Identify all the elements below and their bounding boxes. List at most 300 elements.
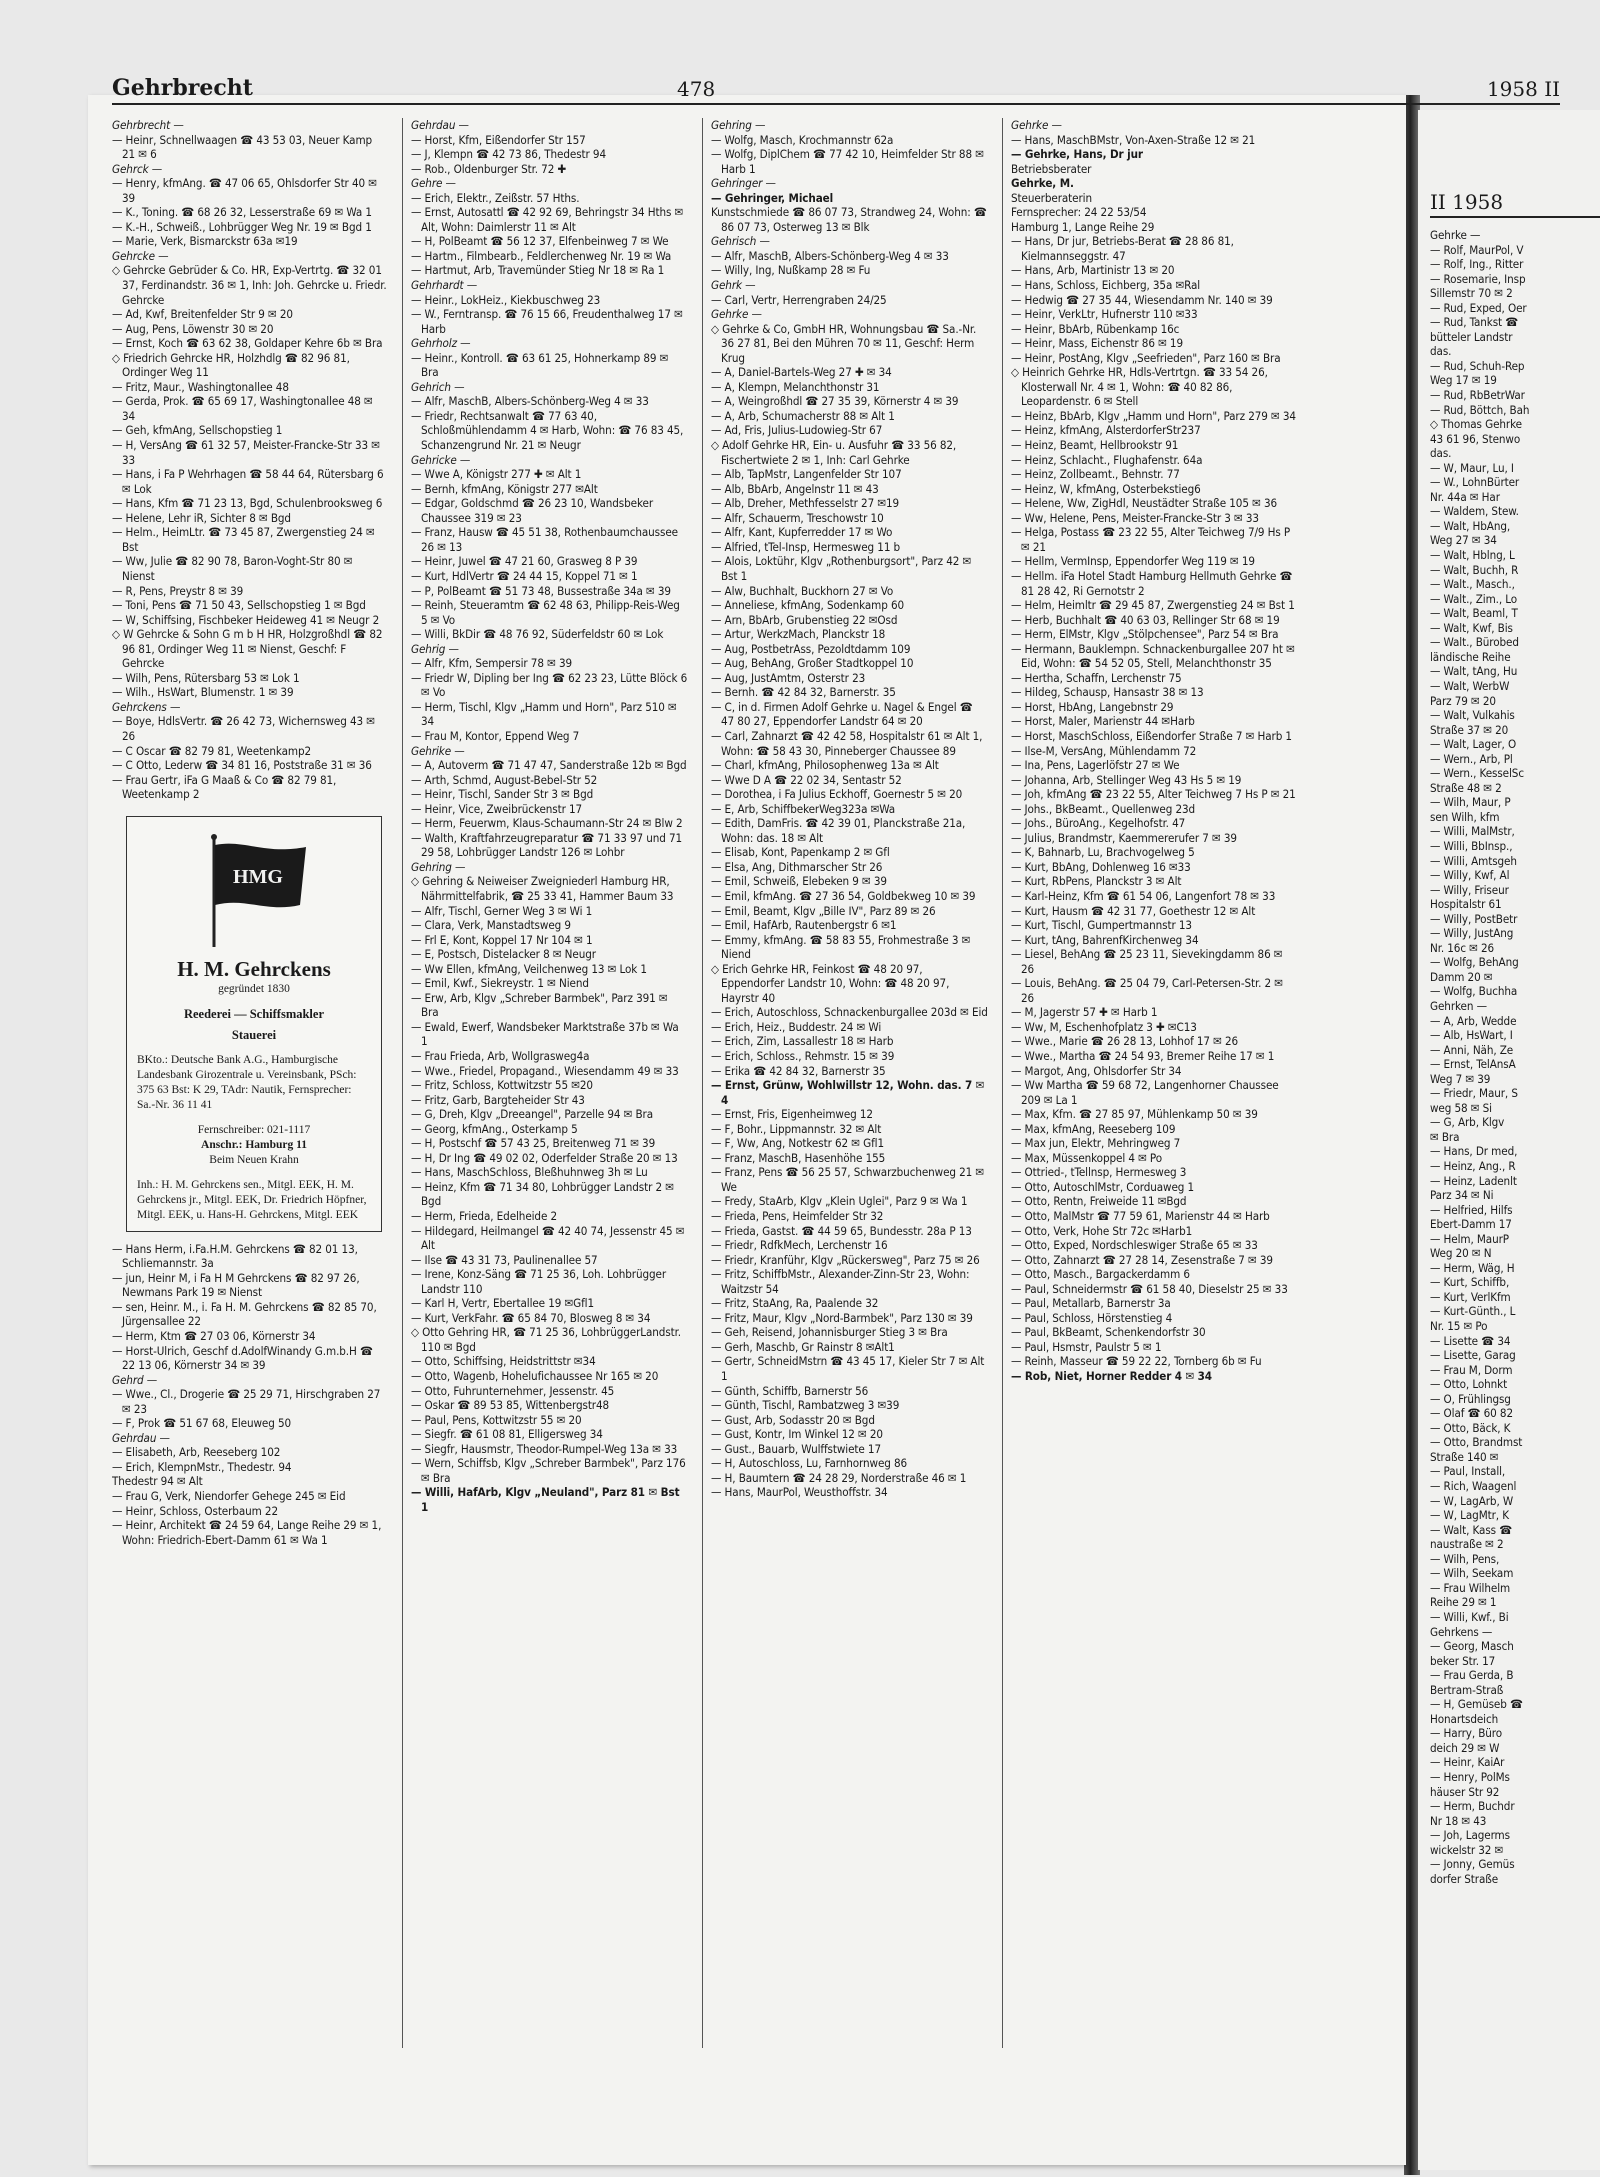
directory-entry: — H, VersAng ☎ 61 32 57, Meister-Francke-Str 33 ✉ 33 [112,438,380,467]
right-page-entry: — O, Frühlingsg [1430,1391,1511,1406]
right-page-entry: — Wern., Arb, Pl [1430,751,1513,766]
right-page-entry: — Walt, WerbW [1430,678,1510,693]
directory-entry: — J, Klempn ☎ 42 73 86, Thedestr 94 [411,147,606,162]
right-page-entry: Ebert-Damm 17 [1430,1217,1512,1232]
directory-entry: — Franz, MaschB, Hasenhöhe 155 [711,1150,886,1165]
right-page-entry: — Joh, Lagerms [1430,1828,1510,1843]
directory-entry: — Elsa, Ang, Dithmarscher Str 26 [711,859,883,874]
directory-entry: — Hermann, Bauklempn. Schnackenburgallee 207 ht ✉ Eid, Wohn: ☎ 54 52 05, Stell, Melanchthonstr 35 [1011,641,1295,671]
right-page-entry: Damm 20 ✉ [1430,969,1493,984]
directory-entry: — Hans, Kfm ☎ 71 23 13, Bgd, Schulenbrooksweg 6 [112,496,383,511]
directory-entry: — Paul, Metallarb, Barnerstr 3a [1011,1296,1171,1311]
directory-entry: — Carl, Zahnarzt ☎ 42 42 58, Hospitalstr 61 ✉ Alt 1, Wohn: ☎ 58 43 30, Pinneberger Chaussee 89 [711,728,983,758]
advert-address-1: Anschr.: Hamburg 11 [201,1138,307,1151]
right-page-entry: dorfer Straße [1430,1871,1499,1886]
directory-entry: — Hans Herm, i.Fa.H.M. Gehrckens ☎ 82 01 13, Schliemannstr. 3a [112,1241,358,1271]
right-page-entry: — Willi, MalMstr, [1430,824,1515,839]
column-4 [1002,118,1302,2048]
right-page-entry: — Hans, Dr med, [1430,1144,1518,1159]
directory-entry: — Hildegard, Heilmangel ☎ 42 40 74, Jessenstr 45 ✉Alt [411,1223,685,1253]
directory-entry: — Kurt, VerkFahr. ☎ 65 84 70, Blosweg 8 ✉ 34 [411,1310,651,1325]
right-page-entry: Hospitalstr 61 [1430,897,1502,912]
directory-entry: — Frieda, Gastst. ☎ 44 59 65, Bundesstr. 28a P 13 [711,1223,972,1238]
directory-entry: — Erich, Schloss., Rehmstr. 15 ✉ 39 [711,1049,895,1063]
directory-entry: — Ww, M, Eschenhofplatz 3 ✚ ✉C13 [1011,1019,1197,1034]
directory-entry: — Geh, kfmAng, Sellschopstieg 1 [112,423,283,438]
right-page-entry: — A, Arb, Wedde [1430,1013,1517,1028]
directory-entry: — Joh, kfmAng ☎ 23 22 55, Alter Teichweg 7 Hs P ✉ 21 [1011,787,1296,802]
directory-entry: — Hans, i Fa P Wehrhagen ☎ 58 44 64, Rütersbarg 6 ✉ Lok [112,467,384,496]
directory-entry: — Hans, Arb, Martinistr 13 ✉ 20 [1011,263,1175,278]
right-page-entry: — Frau Gerda, B [1430,1668,1514,1683]
directory-entry: — Siegfr. ☎ 61 08 81, Elligersweg 34 [411,1427,603,1442]
directory-entry: — Friedr, RdfkMech, Lerchenstr 16 [711,1238,888,1253]
directory-entry: — Max, Kfm. ☎ 27 85 97, Mühlenkamp 50 ✉ 39 [1011,1107,1258,1122]
directory-entry: — Ww Ellen, kfmAng, Veilchenweg 13 ✉ Lok 1 [411,961,647,976]
directory-entry: — Otto, Masch., Bargackerdamm 6 [1011,1267,1190,1282]
directory-entry: — Kurt, BbAng, Dohlenweg 16 ✉33 [1011,859,1191,874]
directory-entry: — Gerda, Prok. ☎ 65 69 17, Washingtonallee 48 ✉ 34 [112,394,373,423]
directory-entry: — Ernst, Autosattl ☎ 42 92 69, Behringstr 34 Hths ✉ Alt, Wohn: Daimlerstr 11 ✉ Alt [411,205,684,234]
directory-entry: Kunstschmiede ☎ 86 07 73, Strandweg 24, Wohn: ☎ 86 07 73, Osterweg 13 ✉ Blk [711,205,987,234]
directory-entry: — Fritz, SchiffbMstr., Alexander-Zinn-Str 23, Wohn: Waitzstr 54 [711,1267,970,1296]
advert-owners: Inh.: H. M. Gehrckens sen., Mitgl. EEK, H. M. Gehrckens jr., Mitgl. EEK, Dr. Friedrich Höpfner, Mitgl. EEK, u. Hans-H. Gehrckens, Mitgl. EEK [137,1178,367,1221]
directory-entry: — Wwe., Friedel, Propagand., Wiesendamm 49 ✉ 33 [411,1063,679,1078]
directory-entry: — P, PolBeamt ☎ 51 73 48, Bussestraße 34a ✉ 39 [411,583,671,598]
directory-entry: — Otto, Rentn, Freiweide 11 ✉Bgd [1011,1194,1187,1209]
right-page-entry: — H, Gemüseb ☎ [1430,1697,1523,1712]
directory-entry: — Frau Gertr, iFa G Maaß & Co ☎ 82 79 81, Weetenkamp 2 [112,772,337,802]
directory-entry: — Hertha, Schaffn, Lerchenstr 75 [1011,670,1182,685]
right-page-entry: — Kurt, VerlKfm [1430,1289,1511,1304]
directory-entry: — Wwe D A ☎ 22 02 34, Sentastr 52 [711,772,902,787]
directory-entry: — Frau G, Verk, Niendorfer Gehege 245 ✉ Eid [112,1489,346,1503]
flag-text: HMG [233,865,283,888]
right-page-entry: — Walt., Bürobed [1430,635,1519,650]
directory-entry: — Wwe A, Königstr 277 ✚ ✉ Alt 1 [411,467,582,482]
directory-entry: — Alb, TapMstr, Langenfelder Str 107 [711,467,902,482]
directory-entry: — Wern, Schiffsb, Klgv „Schreber Barmbek", Parz 176 ✉ Bra [411,1456,686,1485]
directory-entry: — Horst, Kfm, Eißendorfer Str 157 [411,132,586,147]
directory-entry: — Dorothea, i Fa Julius Eckhoff, Goernestr 5 ✉ 20 [711,787,963,802]
directory-entry: — Ilse ☎ 43 31 73, Paulinenallee 57 [411,1252,598,1267]
directory-entry: — Heinz, kfmAng, AlsterdorferStr237 [1011,423,1201,438]
directory-entry: — Kurt, Hausm ☎ 42 31 77, Goethestr 12 ✉ Alt [1011,903,1256,918]
directory-entry: — Elisabeth, Arb, Reeseberg 102 [112,1445,281,1460]
directory-entry: — Boye, HdlsVertr. ☎ 26 42 73, Wichernsweg 43 ✉ 26 [112,714,375,743]
right-page-entry: — Heinz, Ang., R [1430,1159,1516,1173]
directory-entry: — Erich, Zim, Lassallestr 18 ✉ Harb [711,1034,894,1049]
directory-entry: — C Otto, Lederw ☎ 34 81 16, Poststraße 31 ✉ 36 [112,758,372,773]
right-page-entry: — Walt, Buchh, R [1430,562,1519,577]
directory-entry: — H, PolBeamt ☎ 56 12 37, Elfenbeinweg 7 ✉ We [411,234,669,249]
directory-entry: — Marie, Verk, Bismarckstr 63a ✉19 [112,234,298,249]
directory-entry: — Alfr, Schauerm, Treschowstr 10 [711,510,884,525]
directory-entry: — Max jun, Elektr, Mehringweg 7 [1011,1136,1181,1151]
advert-business-2: Stauerei [231,1027,277,1042]
directory-entry: — Helene, Lehr iR, Sichter 8 ✉ Bgd [112,510,291,525]
right-page-entry: — Walt, Kass ☎ [1430,1522,1513,1537]
directory-entry: — Irene, Konz-Säng ☎ 71 25 36, Loh. Lohbrügger Landstr 110 [411,1267,667,1296]
directory-entry: — Franz, Hausw ☎ 45 51 38, Rothenbaumchaussee 26 ✉ 13 [411,525,678,554]
directory-entry: — Alfr, Kfm, Sempersir 78 ✉ 39 [411,656,573,671]
right-page-entry: — Paul, Install, [1430,1464,1506,1479]
directory-entry: — Charl, kfmAng, Philosophenweg 13a ✉ Alt [711,758,939,773]
right-page-entry: — Willi, BbInsp., [1430,838,1513,853]
directory-entry: — E, Postsch, Distelacker 8 ✉ Neugr [411,947,596,962]
right-page-entry: — Lisette ☎ 34 [1430,1333,1511,1348]
right-page-entry: Gehrken — [1430,998,1487,1013]
directory-entry: — Clara, Verk, Manstadtsweg 9 [411,918,571,933]
directory-entry: — Hildeg, Schausp, Hansastr 38 ✉ 13 [1011,685,1204,700]
right-page-entry: beker Str. 17 [1430,1653,1496,1668]
right-page-entry: Nr 18 ✉ 43 [1430,1813,1487,1828]
directory-entry: — Paul, Schloss, Hörstenstieg 4 [1011,1310,1173,1325]
right-page-entry: — Olaf ☎ 60 82 [1430,1406,1513,1421]
section-heading: Gehrd — [112,1372,158,1387]
page-year: 1958 II [1486,77,1560,101]
directory-entry: — Elisab, Kont, Papenkamp 2 ✉ Gfl [711,845,890,860]
directory-entry: — K., Toning. ☎ 68 26 32, Lesserstraße 69 ✉ Wa 1 [112,205,372,220]
directory-entry: ◇ Erich Gehrke HR, Feinkost ☎ 48 20 97, Eppendorfer Landstr 10, Wohn: ☎ 48 20 97, Hayrstr 40 [711,961,950,1005]
section-heading: Gehrike — [411,743,465,758]
directory-entry: — Hans, MaschSchloss, Bleßhuhnweg 3h ✉ Lu [411,1165,648,1180]
right-page-entry: Straße 140 ✉ [1430,1449,1499,1464]
directory-entry: — Karl H, Vertr, Ebertallee 19 ✉Gfl1 [411,1296,595,1311]
section-heading: Gehrke — [1011,118,1062,132]
directory-entry: — Wilh., HsWart, Blumenstr. 1 ✉ 39 [112,685,294,700]
right-page-entry: Gehrkens — [1430,1624,1493,1639]
directory-entry: — Heinr, Schnellwaagen ☎ 43 53 03, Neuer Kamp 21 ✉ 6 [112,132,373,162]
directory-entry: — Günth, Tischl, Rambatzweg 3 ✉39 [711,1398,900,1413]
directory-entry: — Heinz, W, kfmAng, Osterbekstieg6 [1011,481,1201,496]
directory-entry: Betriebsberater [1011,161,1092,176]
directory-entry: — Bernh, kfmAng, Königstr 277 ✉Alt [411,481,598,496]
right-page-entry: — Walt, Vulkahis [1430,708,1515,723]
directory-entry: ◇ Gehrcke Gebrüder & Co. HR, Exp-Vertrtg. ☎ 32 01 37, Ferdinandstr. 36 ✉ 1, Inh: Joh. Gehrcke u. Friedr. Gehrcke [112,263,387,307]
directory-entry: — Herm, Frieda, Edelheide 2 [411,1209,558,1224]
directory-entry: — Heinr., LokHeiz., Kiekbuschweg 23 [411,292,601,307]
directory-entry: — H, Autoschloss, Lu, Farnhornweg 86 [711,1456,908,1471]
directory-entry: — Heinz, Zollbeamt., Behnstr. 77 [1011,467,1180,482]
directory-entry: — Reinh, Masseur ☎ 59 22 22, Tornberg 6b ✉ Fu [1011,1354,1262,1369]
directory-entry: Thedestr 94 ✉ Alt [112,1474,203,1489]
directory-entry: Gehrke, M. [1011,176,1074,191]
shipping-flag-logo-icon [194,831,314,951]
directory-entry: ◇ W Gehrcke & Sohn G m b H HR, Holzgroßhdl ☎ 82 96 81, Ordinger Weg 11 ✉ Nienst, Geschf: F Gehrcke [112,627,383,671]
right-page-entry: — Willi, Amtsgeh [1430,853,1517,868]
directory-entry: — Louis, BehAng. ☎ 25 04 79, Carl-Petersen-Str. 2 ✉ 26 [1011,976,1283,1005]
directory-entry: — Hellm, VermInsp, Eppendorfer Weg 119 ✉ 19 [1011,554,1255,569]
directory-entry: — Gust, Kontr, Im Winkel 12 ✉ 20 [711,1427,883,1442]
directory-entry: — Fritz, Maur, Klgv „Nord-Barmbek", Parz 130 ✉ 39 [711,1310,973,1325]
directory-entry: — Max, Müssenkoppel 4 ✉ Po [1011,1150,1162,1165]
right-page-entry: ländische Reihe [1430,649,1511,664]
directory-entry: — Willi, HafArb, Klgv „Neuland", Parz 81 ✉ Bst 1 [411,1485,680,1514]
section-heading: Gehre — [411,176,456,191]
directory-entry: — Reinh, Steueramtm ☎ 62 48 63, Philipp-Reis-Weg 5 ✉ Vo [411,598,680,627]
directory-entry: — Hans, Dr jur, Betriebs-Berat ☎ 28 86 81, Kielmannseggstr. 47 [1011,234,1234,263]
right-page-entry: Weg 17 ✉ 19 [1430,373,1497,388]
directory-entry: — C Oscar ☎ 82 79 81, Weetenkamp2 [112,743,312,758]
directory-entry: — Johanna, Arb, Stellinger Weg 43 Hs 5 ✉ 19 [1011,772,1242,787]
directory-entry: — Carl, Vertr, Herrengraben 24/25 [711,292,887,307]
directory-entry: — H, Baumtern ☎ 24 28 29, Norderstraße 46 ✉ 1 [711,1470,967,1485]
right-page-entry: — Walt, tAng, Hu [1430,664,1518,679]
directory-entry: — Erich, Autoschloss, Schnackenburgallee 203d ✉ Eid [711,1005,988,1020]
right-page-entry: — Frau M, Dorm [1430,1362,1513,1377]
right-page-column [1430,228,1600,2158]
directory-entry: — Herm, Ktm ☎ 27 03 06, Körnerstr 34 [112,1328,316,1343]
right-page-entry: — Otto, Lohnkt [1430,1377,1508,1392]
section-heading: Gehrck — [112,161,163,176]
right-page-entry: — Rud, Exped, Oer [1430,300,1527,315]
right-page-entry: — W, LagArb, W [1430,1493,1514,1508]
right-page-entry: — Walt., Zim., Lo [1430,591,1518,606]
directory-entry: — Max, kfmAng, Reeseberg 109 [1011,1121,1176,1136]
directory-entry: — Toni, Pens ☎ 71 50 43, Sellschopstieg 1 ✉ Bgd [112,598,366,613]
right-page-entry: Parz 79 ✉ 20 [1430,693,1496,708]
directory-entry: — Alois, Loktühr, Klgv „Rothenburgsort", Parz 42 ✉ Bst 1 [711,554,972,583]
directory-entry: — Herb, Buchhalt ☎ 40 63 03, Rellinger Str 68 ✉ 19 [1011,612,1280,627]
directory-entry: ◇ Adolf Gehrke HR, Ein- u. Ausfuhr ☎ 33 56 82, Fischertwiete 2 ✉ 1, Inh: Carl Gehrke [711,438,957,467]
right-page-entry: — Georg, Masch [1430,1639,1514,1654]
directory-entry: — Friedr W, Dipling ber Ing ☎ 62 23 23, Lütte Blöck 6 ✉ Vo [411,670,688,700]
directory-entry: — H, Postschf ☎ 57 43 25, Breitenweg 71 ✉ 39 [411,1136,656,1151]
directory-entry: — Heinz, Kfm ☎ 71 34 80, Lohbrügger Landstr 2 ✉ Bgd [411,1179,674,1209]
directory-entry: — Erich, KlempnMstr., Thedestr. 94 [112,1459,292,1474]
section-heading: Gehring — [711,118,766,132]
directory-entry: — Horst, HbAng, Langebnstr 29 [1011,699,1174,714]
directory-entry: — F, Bohr., Lippmannstr. 32 ✉ Alt [711,1121,882,1136]
directory-entry: — C, in d. Firmen Adolf Gehrke u. Nagel & Engel ☎ 47 80 27, Eppendorfer Landstr 64 ✉ 20 [711,699,973,729]
directory-entry: — Otto, Zahnarzt ☎ 27 28 14, Zesenstraße 7 ✉ 39 [1011,1252,1273,1267]
right-page-entry: — Rud, Böttch, Bah [1430,402,1530,417]
directory-entry: — Ad, Fris, Julius-Ludowieg-Str 67 [711,423,883,438]
directory-entry: — Heinz, Beamt, Hellbrookstr 91 [1011,438,1179,453]
directory-entry: — Horst, Maler, Marienstr 44 ✉Harb [1011,714,1195,729]
directory-entry: — Paul, Pens, Kottwitzstr 55 ✉ 20 [411,1412,582,1427]
right-page-entry: — Wolfg, BehAng [1430,955,1519,970]
directory-entry: — A, Daniel-Bartels-Weg 27 ✚ ✉ 34 [711,365,892,380]
directory-entry: — F, Ww, Ang, Notkestr 62 ✉ Gfl1 [711,1136,884,1151]
directory-entry: — Heinr, PostAng, Klgv „Seefrieden", Parz 160 ✉ Bra [1011,350,1281,365]
directory-entry: — Helene, Ww, ZigHdl, Neustädter Straße 105 ✉ 36 [1011,496,1278,511]
directory-entry: — Franz, Pens ☎ 56 25 57, Schwarzbuchenweg 21 ✉ We [711,1165,985,1194]
directory-entry: — Aug, PostbetrAss, Pezoldtdamm 109 [711,641,911,656]
right-page-entry: — Wolfg, Buchha [1430,984,1518,999]
directory-entry: — Kurt, RbPens, Planckstr 3 ✉ Alt [1011,874,1182,889]
directory-entry: — Otto, Wagenb, Hohelufichaussee Nr 165 ✉ 20 [411,1369,659,1384]
directory-entry: — Gerh, Maschb, Gr Rainstr 8 ✉Alt1 [711,1339,895,1354]
right-page-entry: ✉ Bra [1430,1129,1460,1144]
right-page-entry: — Walt, Beaml, T [1430,606,1518,621]
directory-entry: — Margot, Ang, Ohlsdorfer Str 34 [1011,1063,1182,1078]
directory-entry: — W, Schiffsing, Fischbeker Heideweg 41 ✉ Neugr 2 [112,612,380,627]
directory-entry: Fernsprecher: 24 22 53/54 [1011,205,1147,220]
right-page-entry: weg 58 ✉ Si [1430,1100,1492,1115]
right-page-entry: — G, Arb, Klgv [1430,1115,1505,1130]
directory-entry: — Alb, BbArb, Angelnstr 11 ✉ 43 [711,481,879,496]
right-page-entry: — Wilh, Maur, P [1430,795,1511,810]
section-heading: Gehrig — [411,641,459,656]
directory-entry: — Alfr, MaschB, Albers-Schönberg-Weg 4 ✉ 33 [711,248,949,263]
directory-entry: — Heinr, Tischl, Sander Str 3 ✉ Bgd [411,787,594,802]
page-header [112,75,1560,105]
section-heading: Gehrckens — [112,699,181,714]
right-page-entry: — Walt., Masch., [1430,577,1515,592]
directory-entry: — R, Pens, Preystr 8 ✉ 39 [112,583,244,598]
directory-entry: ◇ Otto Gehring HR, ☎ 71 25 36, LohbrüggerLandstr. 110 ✉ Bgd [411,1325,681,1354]
directory-entry: — Emil, Kwf., Siekreystr. 1 ✉ Niend [411,976,589,991]
right-page-entry: 43 61 96, Stenwo [1430,431,1521,446]
directory-entry: — Heinz, BbArb, Klgv „Hamm und Horn", Parz 279 ✉ 34 [1011,408,1296,423]
directory-entry: — Edith, DamFris. ☎ 42 39 01, Planckstraße 21a, Wohn: das. 18 ✉ Alt [711,816,966,845]
right-page-entry: Sillemstr 70 ✉ 2 [1430,286,1513,301]
directory-entry: — Kurt, tAng, BahrenfKirchenweg 34 [1011,932,1199,947]
right-page-entry: — Harry, Büro [1430,1726,1503,1741]
page-number: 478 [677,77,716,101]
directory-entry: — Alfr, Kant, Kupferredder 17 ✉ Wo [711,525,893,540]
directory-entry: — Siegfr, Hausmstr, Theodor-Rumpel-Weg 13a ✉ 33 [411,1441,678,1456]
advert-business: Reederei — Schiffsmakler [183,1006,324,1021]
directory-entry: — Wwe., Cl., Drogerie ☎ 25 29 71, Hirschgraben 27 ✉ 23 [112,1387,381,1416]
right-page-entry: — Willy, Kwf, Al [1430,868,1510,883]
directory-entry: — Alfr, Tischl, Gerner Weg 3 ✉ Wi 1 [411,903,593,918]
directory-entry: — Anneliese, kfmAng, Sodenkamp 60 [711,598,905,613]
column-1 [112,118,394,2048]
directory-entry: ◇ Friedrich Gehrcke HR, Holzhdlg ☎ 82 96 81, Ordinger Weg 11 [112,350,350,380]
directory-entry: — jun, Heinr M, i Fa H M Gehrckens ☎ 82 97 26, Newmans Park 19 ✉ Nienst [112,1270,360,1300]
right-page-entry: häuser Str 92 [1430,1784,1500,1799]
directory-entry: — A, Weingroßhdl ☎ 27 35 39, Körnerstr 4 ✉ 39 [711,394,959,409]
directory-entry: — Heinz, Schlacht., Flughafenstr. 64a [1011,452,1203,467]
right-page-entry: — Walt, HbAng, [1430,518,1511,533]
directory-entry: — Gertr, SchneidMstrn ☎ 43 45 17, Kieler Str 7 ✉ Alt 1 [711,1354,985,1384]
directory-entry: — K.-H., Schweiß., Lohbrügger Weg Nr. 19 ✉ Bgd 1 [112,219,372,234]
right-page-entry: Nr. 44a ✉ Har [1430,489,1500,504]
right-page-entry: — Frau Wilhelm [1430,1580,1511,1595]
directory-entry: ◇ Heinrich Gehrke HR, Hdls-Vertrtgn. ☎ 33 54 26, Klosterwall Nr. 4 ✉ 1, Wohn: ☎ 40 82 86, Leopardenstr. 6 ✉ Stell [1011,365,1268,409]
right-page-entry: deich 29 ✉ W [1430,1740,1500,1755]
section-heading: Gehrk — [711,278,756,293]
advert-address-2: Beim Neuen Krahn [209,1153,299,1166]
right-page-entry: — Waldem, Stew. [1430,504,1519,519]
directory-entry: — Fritz, Maur., Washingtonallee 48 [112,379,289,394]
directory-entry: — Helga, Postass ☎ 23 22 55, Alter Teichweg 7/9 Hs P ✉ 21 [1011,525,1291,554]
directory-entry: — Paul, Hsmstr, Paulstr 5 ✉ 1 [1011,1339,1162,1354]
directory-entry: — M, Jagerstr 57 ✚ ✉ Harb 1 [1011,1005,1158,1020]
directory-entry: — Willi, BkDir ☎ 48 76 92, Süderfeldstr 60 ✉ Lok [411,627,664,642]
right-page-entry: Reihe 29 ✉ 1 [1430,1595,1497,1610]
right-page-entry: — Willy, Friseur [1430,882,1509,897]
directory-entry: — Frl E, Kont, Koppel 17 Nr 104 ✉ 1 [411,932,593,947]
right-page-header: II 1958 [1430,190,1600,218]
directory-entry: — Gehringer, Michael [711,190,834,205]
advertisement-gehrckens [126,816,382,1232]
directory-entry: — Horst, MaschSchloss, Eißendorfer Straße 7 ✉ Harb 1 [1011,728,1292,743]
directory-entry: — Fritz, Schloss, Kottwitzstr 55 ✉20 [411,1078,593,1093]
directory-entry: — Julius, Brandmstr, Kaemmererufer 7 ✉ 39 [1011,830,1237,845]
directory-entry: — Ernst, Fris, Eigenheimweg 12 [711,1107,873,1122]
directory-entry: — Otto, Fuhrunternehmer, Jessenstr. 45 [411,1383,615,1398]
directory-entry: — Erika ☎ 42 84 32, Barnerstr 35 [711,1063,886,1078]
directory-entry: — Otto, Schiffsing, Heidstrittstr ✉34 [411,1354,596,1369]
directory-entry: — Rob., Oldenburger Str. 72 ✚ [411,161,567,176]
directory-entry: — Hartmut, Arb, Travemünder Stieg Nr 18 ✉ Ra 1 [411,263,665,278]
right-page-entry: — Wern., KesselSc [1430,766,1524,781]
right-page-entry: — Helfried, Hilfs [1430,1202,1513,1217]
directory-entry: — F, Prok ☎ 51 67 68, Eleuweg 50 [112,1416,292,1431]
directory-entry: — Artur, WerkzMach, Planckstr 18 [711,627,886,642]
directory-entry: — Gust, Arb, Sodasstr 20 ✉ Bgd [711,1412,875,1427]
directory-entry: — Geh, Reisend, Johannisburger Stieg 3 ✉ Bra [711,1325,948,1340]
directory-entry: — Heinr, Juwel ☎ 47 21 60, Grasweg 8 P 39 [411,554,638,569]
directory-entry: — Hellm. iFa Hotel Stadt Hamburg Hellmuth Gehrke ☎ 81 28 42, Ri Gernotstr 2 [1011,568,1293,598]
right-page-entry: — Wilh, Pens, [1430,1551,1500,1566]
directory-entry: — Wilh, Pens, Rütersbarg 53 ✉ Lok 1 [112,670,300,685]
right-page-entry: — Kurt, Schiffb, [1430,1275,1510,1290]
directory-entry: — G, Dreh, Klgv „Dreeangel", Parzelle 94 ✉ Bra [411,1107,653,1122]
directory-entry: — Günth, Schiffb, Barnerstr 56 [711,1383,869,1398]
right-page-entry: Bertram-Straß [1430,1682,1504,1697]
right-page-entry: Parz 34 ✉ Ni [1430,1188,1494,1203]
directory-entry: — Wwe., Marie ☎ 26 28 13, Lohhof 17 ✉ 26 [1011,1034,1239,1049]
directory-entry: — sen, Heinr. M., i. Fa H. M. Gehrckens ☎ 82 85 70, Jürgensallee 22 [112,1299,377,1329]
directory-entry: — Walth, Kraftfahrzeugreparatur ☎ 71 33 97 und 71 29 58, Lohbrügger Landstr 126 ✉ Lohbr [411,830,683,860]
right-page-entry: — Walt, Hblng, L [1430,548,1515,563]
advert-founded: gegründet 1830 [218,982,290,995]
right-page-entry: Weg 20 ✉ N [1430,1246,1492,1261]
directory-entry: — Arn, BbArb, Grubenstieg 22 ✉Osd [711,612,898,627]
right-page-entry: — Heinr, KaiAr [1430,1755,1505,1770]
directory-entry: — Herm, ElMstr, Klgv „Stölpchensee", Parz 54 ✉ Bra [1011,627,1279,642]
directory-entry: — Gust., Bauarb, Wulffstwiete 17 [711,1441,881,1456]
directory-entry: — Ad, Kwf, Breitenfelder Str 9 ✉ 20 [112,307,293,322]
right-page-entry: — Walt, Lager, O [1430,737,1517,752]
right-page-entry: — Lisette, Garag [1430,1348,1516,1363]
directory-entry: — Hans, Schloss, Eichberg, 35a ✉Ral [1011,278,1201,293]
directory-entry: — Kurt, Tischl, Gumpertmannstr 13 [1011,918,1192,933]
directory-entry: — Heinr, Vice, Zweibrückenstr 17 [411,801,583,816]
directory-entry: — Alw, Buchhalt, Buckhorn 27 ✉ Vo [711,583,894,598]
right-page-entry: — Alb, HsWart, I [1430,1028,1513,1043]
right-page-entry: — W, LagMtr, K [1430,1508,1509,1523]
directory-entry: — Ww Martha ☎ 59 68 72, Langenhorner Chaussee 209 ✉ La 1 [1011,1078,1279,1107]
directory-entry: — Ewald, Ewerf, Wandsbeker Marktstraße 37b ✉ Wa 1 [411,1019,679,1049]
directory-entry: — Emil, kfmAng. ☎ 27 36 54, Goldbekweg 10 ✉ 39 [711,888,976,903]
directory-entry: — Otto, Exped, Nordschleswiger Straße 65 ✉ 33 [1011,1238,1258,1253]
directory-entry: — Alfr, MaschB, Albers-Schönberg-Weg 4 ✉ 33 [411,394,649,409]
directory-entry: — A, Klempn, Melanchthonstr 31 [711,379,880,394]
directory-entry: — Fritz, Garb, Bargteheider Str 43 [411,1092,585,1107]
right-page-entry: — Rud, RbBetrWar [1430,388,1525,403]
right-page-entry: naustraße ✉ 2 [1430,1537,1504,1552]
directory-entry: — Ww, Julie ☎ 82 90 78, Baron-Voght-Str 80 ✉ Nienst [112,554,353,583]
section-heading: Gehrke — [711,307,762,322]
section-heading: Gehring — [411,859,466,874]
directory-entry: — Hartm., Filmbearb., Feldlerchenweg Nr. 19 ✉ Wa [411,248,672,263]
directory-entry: — Hedwig ☎ 27 35 44, Wiesendamm Nr. 140 ✉ 39 [1011,292,1273,307]
directory-entry: — Heinr, BbArb, Rübenkamp 16c [1011,321,1180,336]
directory-entry: Hamburg 1, Lange Reihe 29 [1011,219,1155,234]
right-page-entry: — Jonny, Gemüs [1430,1857,1515,1872]
directory-entry: — Aug, Pens, Löwenstr 30 ✉ 20 [112,321,274,336]
right-page-entry: — Henry, PolMs [1430,1769,1510,1784]
right-page-entry: wickelstr 32 ✉ [1430,1842,1504,1857]
right-page-entry: — Rud, Schuh-Rep [1430,358,1525,373]
directory-entry: — W., Ferntransp. ☎ 76 15 66, Freudenthalweg 17 ✉ Harb [411,307,683,336]
